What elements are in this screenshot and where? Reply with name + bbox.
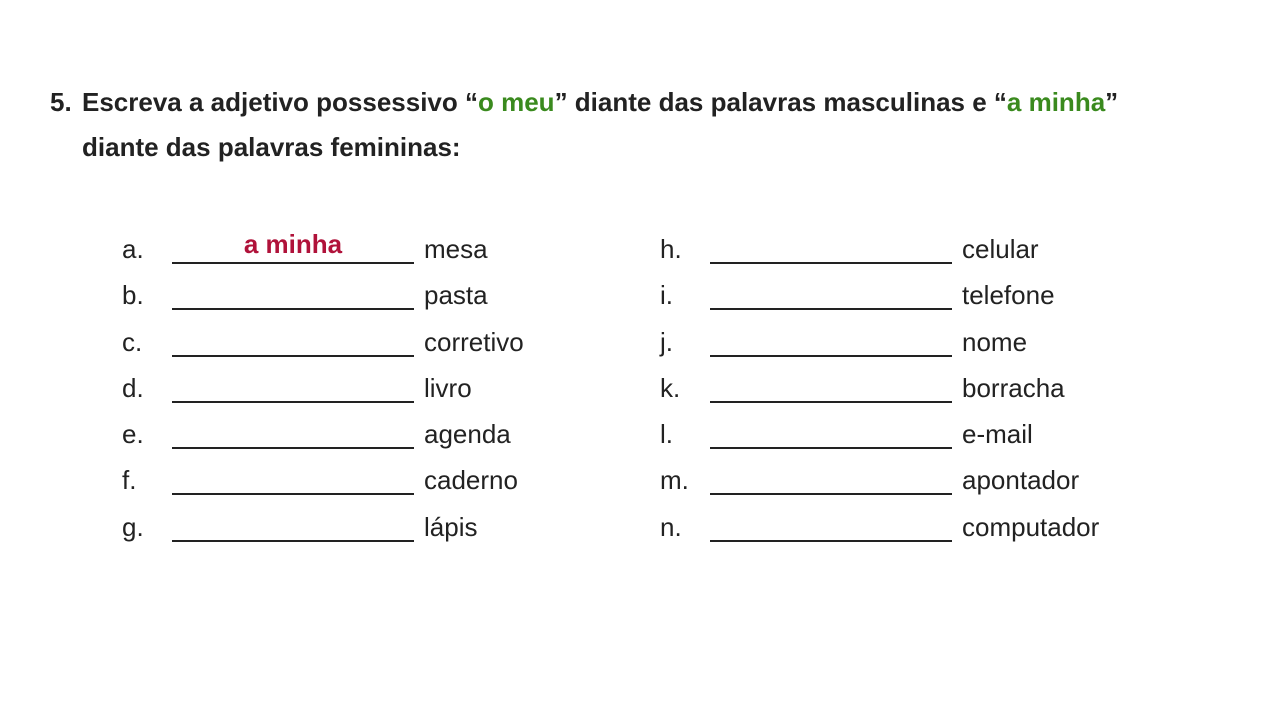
item-letter: l. bbox=[660, 419, 673, 450]
answer-blank[interactable] bbox=[172, 319, 414, 357]
feminine-term: a minha bbox=[1006, 87, 1106, 117]
answer-blank[interactable] bbox=[710, 457, 952, 495]
item-letter: n. bbox=[660, 511, 682, 542]
item-letter: h. bbox=[660, 234, 682, 264]
item-word: apontador bbox=[962, 465, 1080, 496]
item-letter: f. bbox=[122, 465, 137, 496]
masculine-term: o meu bbox=[478, 87, 555, 117]
item-word: pasta bbox=[424, 280, 488, 311]
item-word: telefone bbox=[962, 280, 1055, 311]
item-word: computador bbox=[962, 511, 1100, 542]
item-word: lápis bbox=[424, 511, 478, 542]
item-word: caderno bbox=[424, 465, 518, 496]
instruction-text-part2: ” diante das palavras masculinas e “ bbox=[554, 87, 1007, 117]
item-letter: g. bbox=[122, 511, 144, 542]
item-word: livro bbox=[424, 372, 472, 403]
item-letter: d. bbox=[122, 372, 144, 403]
item-letter: i. bbox=[660, 280, 673, 311]
item-word: e-mail bbox=[962, 419, 1033, 450]
instruction-text-part3: ” bbox=[1105, 87, 1119, 117]
item-letter: e. bbox=[122, 419, 144, 450]
item-word: agenda bbox=[424, 419, 511, 450]
item-word: borracha bbox=[962, 372, 1065, 403]
answer-text: a minha bbox=[243, 229, 343, 259]
item-letter: m. bbox=[660, 465, 689, 496]
item-letter: c. bbox=[122, 326, 143, 357]
instruction-text-part1: Escreva a adjetivo possessivo “ bbox=[82, 87, 478, 117]
answer-blank[interactable] bbox=[710, 226, 952, 264]
answer-blank[interactable] bbox=[710, 365, 952, 403]
answer-blank[interactable] bbox=[172, 504, 414, 542]
item-letter: j. bbox=[660, 326, 673, 357]
item-letter: a. bbox=[122, 234, 144, 264]
answer-blank[interactable] bbox=[172, 226, 414, 264]
item-word: celular bbox=[962, 234, 1039, 264]
item-word: corretivo bbox=[424, 326, 524, 357]
exercise-number: 5. bbox=[50, 87, 72, 117]
item-letter: b. bbox=[122, 280, 144, 311]
answer-blank[interactable] bbox=[172, 457, 414, 495]
item-word: nome bbox=[962, 326, 1028, 357]
answer-blank[interactable] bbox=[710, 319, 952, 357]
answer-blank[interactable] bbox=[172, 365, 414, 403]
answer-blank[interactable] bbox=[172, 272, 414, 310]
answer-blank[interactable] bbox=[172, 411, 414, 449]
exercise-instruction bbox=[50, 80, 1260, 170]
item-letter: k. bbox=[660, 372, 681, 403]
instruction-line-2: diante das palavras femininas: bbox=[82, 132, 461, 162]
instruction-line-1 bbox=[50, 80, 1260, 125]
answer-blank[interactable] bbox=[710, 411, 952, 449]
answer-blank[interactable] bbox=[710, 272, 952, 310]
answer-blank[interactable] bbox=[710, 504, 952, 542]
item-word: mesa bbox=[424, 234, 488, 264]
